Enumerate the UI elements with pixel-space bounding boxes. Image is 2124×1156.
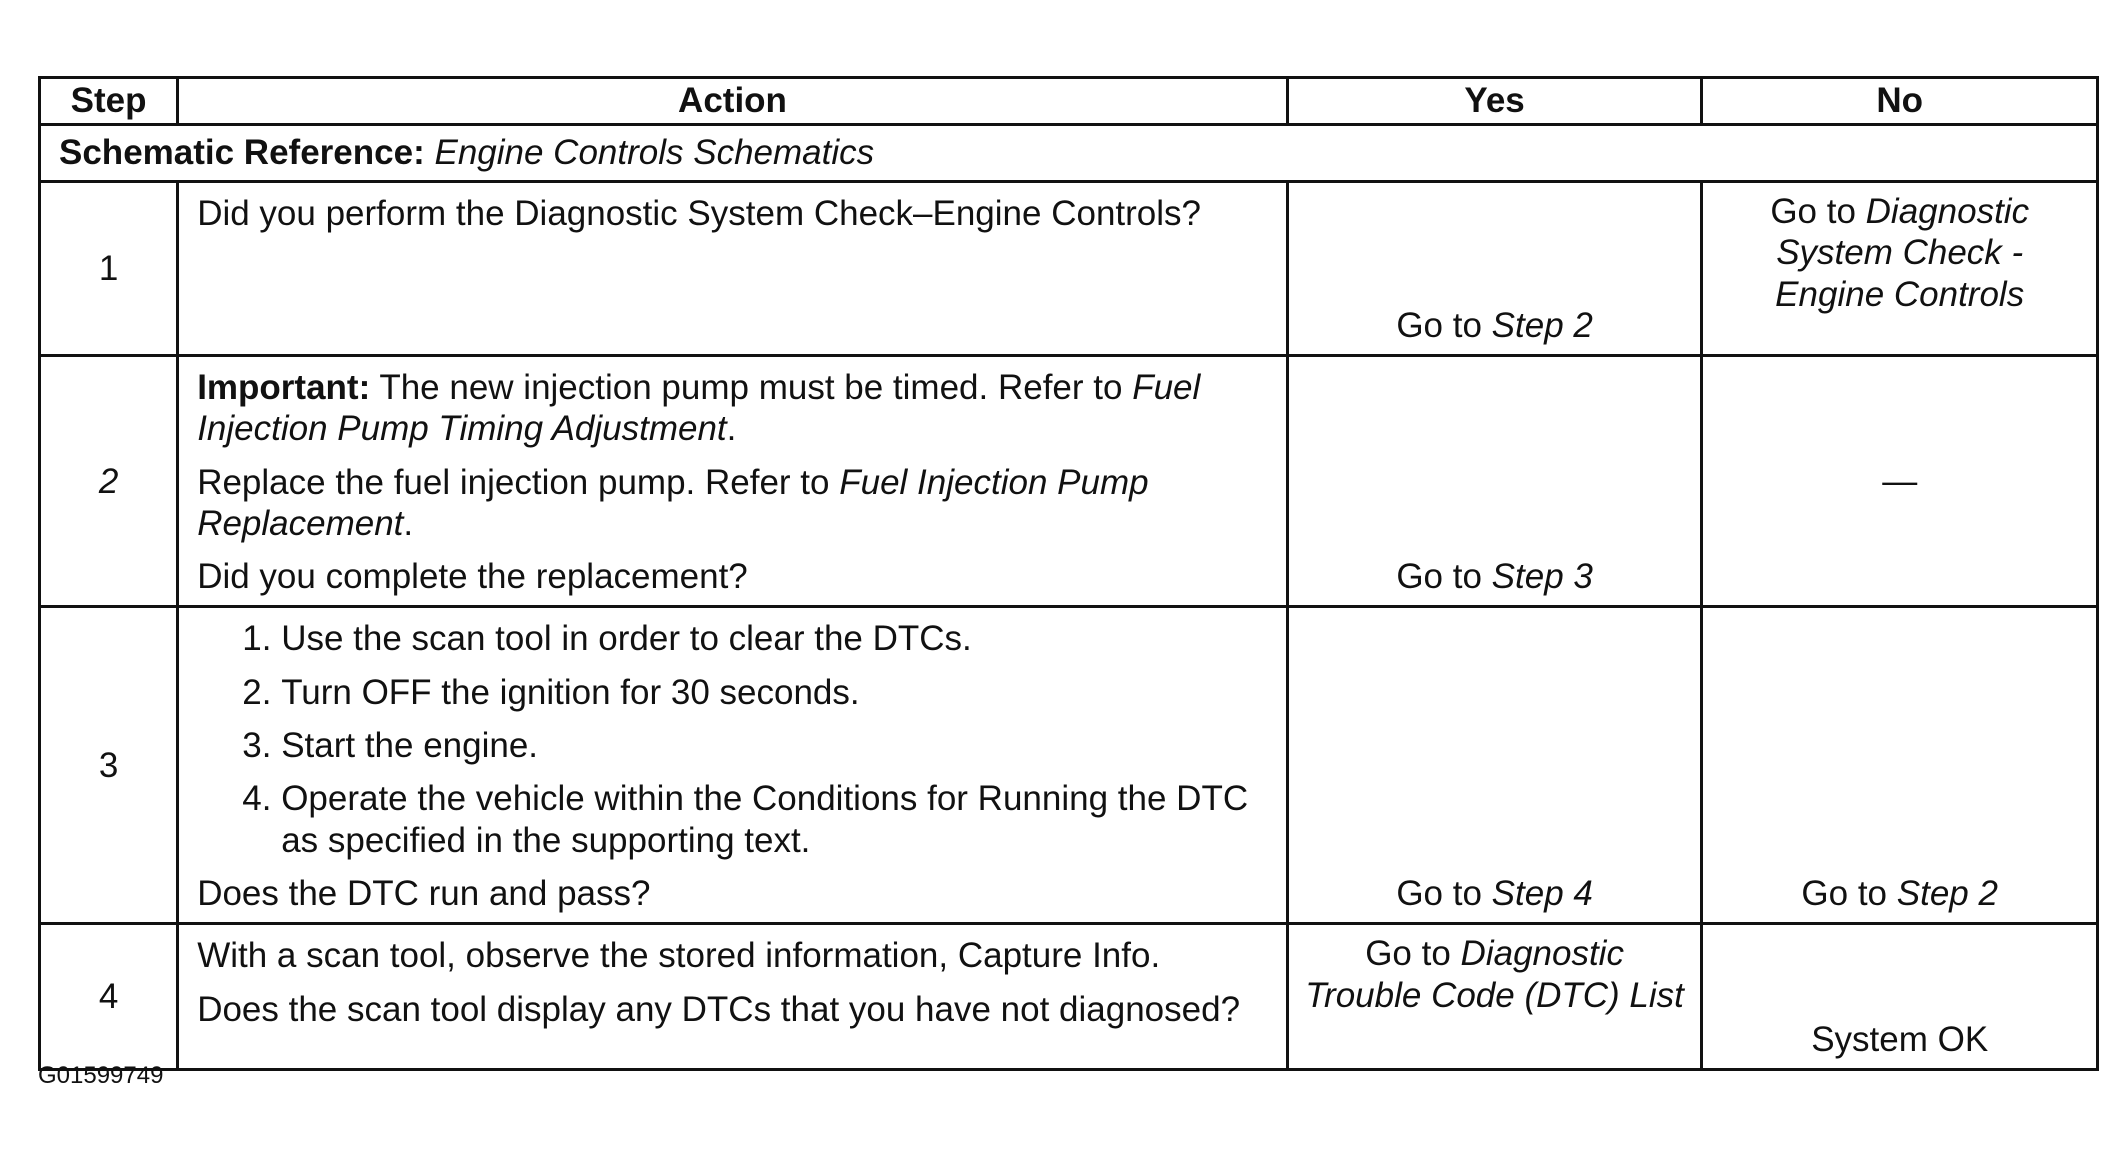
- action-text: With a scan tool, observe the stored information, Capture Info.: [197, 936, 1161, 976]
- header-action: Action: [178, 78, 1288, 125]
- yes-prefix: Go to: [1396, 305, 1482, 345]
- no-cell: [1702, 356, 2098, 607]
- no-cell: [1702, 182, 2098, 356]
- table-row-step-3: [40, 607, 2098, 924]
- action-question: Did you complete the replacement?: [197, 557, 748, 597]
- no-cell: [1702, 924, 2098, 1070]
- yes-cell: [1287, 356, 1702, 607]
- pump-replacement-link[interactable]: Fuel Injection Pump Replacement: [197, 462, 1149, 543]
- action-text: Did you perform the Diagnostic System Check–Engine Controls?: [197, 194, 1201, 233]
- action-question: Does the scan tool display any DTCs that you have not diagnosed?: [197, 989, 1241, 1029]
- list-item: 4. Operate the vehicle within the Conditions for Running the DTC as specified in the supporting text.: [281, 778, 1268, 861]
- yes-prefix: Go to: [1396, 557, 1482, 597]
- substep-list: [197, 618, 1268, 860]
- table-row-step-1: [40, 182, 2098, 356]
- no-prefix: Go to: [1801, 873, 1888, 913]
- yes-cell: [1287, 607, 1702, 924]
- action-question: Does the DTC run and pass?: [197, 873, 651, 913]
- step-number: 3: [40, 607, 178, 924]
- step-number: 4: [40, 924, 178, 1070]
- timing-adjustment-link[interactable]: Fuel Injection Pump Timing Adjustment: [197, 368, 1201, 449]
- figure-id: G01599749: [38, 1062, 164, 1089]
- yes-step-link[interactable]: Step 4: [1491, 873, 1593, 913]
- yes-dtc-list-link[interactable]: Diagnostic Trouble Code (DTC) List: [1305, 934, 1684, 1015]
- action-cell: [178, 182, 1288, 356]
- important-label: Important:: [197, 368, 371, 407]
- list-item: 2. Turn OFF the ignition for 30 seconds.: [281, 672, 1268, 713]
- yes-cell: [1287, 924, 1702, 1070]
- header-row: [40, 78, 2098, 125]
- replace-instruction: [197, 462, 1268, 545]
- action-cell: [178, 607, 1288, 924]
- schematic-reference-link[interactable]: Engine Controls Schematics: [434, 133, 875, 173]
- header-step: Step: [40, 78, 178, 125]
- important-end: .: [726, 409, 737, 449]
- replace-end: .: [403, 503, 414, 543]
- yes-prefix: Go to: [1396, 873, 1482, 913]
- step-number: 2: [40, 356, 178, 607]
- diagnostic-table: [38, 76, 2099, 1071]
- schematic-reference-cell: [40, 125, 2098, 182]
- no-cell: [1702, 607, 2098, 924]
- header-yes: Yes: [1287, 78, 1702, 125]
- list-item: 1. Use the scan tool in order to clear the DTCs.: [281, 618, 1268, 659]
- yes-cell: [1287, 182, 1702, 356]
- table-row-step-2: [40, 356, 2098, 607]
- list-item: 3. Start the engine.: [281, 725, 1268, 766]
- important-text: The new injection pump must be timed. Refer to: [379, 368, 1123, 407]
- schematic-reference-row: [40, 125, 2098, 182]
- yes-step-link[interactable]: Step 2: [1491, 305, 1593, 345]
- no-dash: —: [1882, 461, 1918, 501]
- step-number: 1: [40, 182, 178, 356]
- replace-text: Replace the fuel injection pump. Refer to: [197, 462, 830, 502]
- no-diagnostic-link[interactable]: Diagnostic System Check - Engine Controls: [1775, 192, 2030, 314]
- yes-step-link[interactable]: Step 3: [1491, 557, 1593, 597]
- important-note: [197, 367, 1268, 450]
- no-step-link[interactable]: Step 2: [1896, 873, 1998, 913]
- action-cell: [178, 356, 1288, 607]
- table-row-step-4: [40, 924, 2098, 1070]
- no-result: System OK: [1811, 1019, 1989, 1059]
- header-no: No: [1702, 78, 2098, 125]
- yes-prefix: Go to: [1365, 934, 1451, 974]
- no-prefix: Go to: [1770, 192, 1856, 231]
- schematic-reference-label: Schematic Reference:: [59, 133, 425, 173]
- action-cell: [178, 924, 1288, 1070]
